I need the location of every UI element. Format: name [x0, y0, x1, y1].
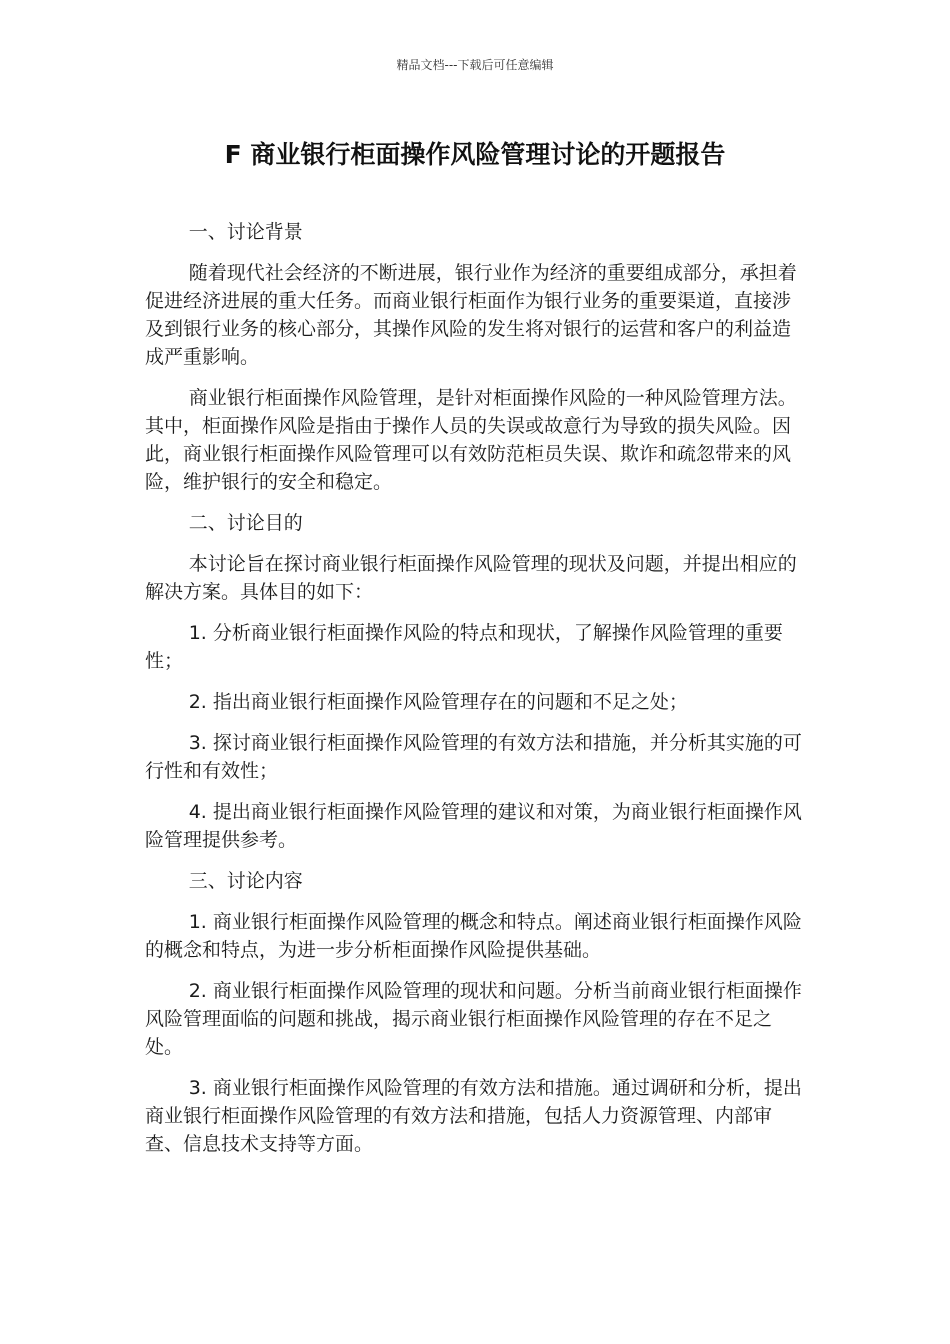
paragraph: 随着现代社会经济的不断进展，银行业作为经济的重要组成部分，承担着促进经济进展的重大任务。而商业银行柜面作为银行业务的重要渠道，直接涉及到银行业务的核心部分，其操作风险的发生将对银行的运营和客户的利益造成严重影响。 [145, 262, 797, 368]
list-item: 3. 探讨商业银行柜面操作风险管理的有效方法和措施，并分析其实施的可行性和有效性； [145, 732, 802, 782]
list-item: 1. 分析商业银行柜面操作风险的特点和现状，了解操作风险管理的重要性； [145, 622, 783, 672]
list-item: 3. 商业银行柜面操作风险管理的有效方法和措施。通过调研和分析，提出商业银行柜面操作风险管理的有效方法和措施，包括人力资源管理、内部审查、信息技术支持等方面。 [145, 1077, 802, 1155]
header-note: 精品文档---下载后可任意编辑 [396, 58, 554, 72]
paragraph: 商业银行柜面操作风险管理，是针对柜面操作风险的一种风险管理方法。其中，柜面操作风险是指由于操作人员的失误或故意行为导致的损失风险。因此，商业银行柜面操作风险管理可以有效防范柜员失误、欺诈和疏忽带来的风险，维护银行的安全和稳定。 [145, 387, 797, 493]
paragraph: 本讨论旨在探讨商业银行柜面操作风险管理的现状及问题，并提出相应的解决方案。具体目的如下： [145, 553, 797, 603]
document-title: F 商业银行柜面操作风险管理讨论的开题报告 [224, 140, 726, 169]
section-heading-content: 三、讨论内容 [188, 870, 303, 892]
list-item: 4. 提出商业银行柜面操作风险管理的建议和对策，为商业银行柜面操作风险管理提供参考。 [145, 801, 802, 851]
section-heading-purpose: 二、讨论目的 [188, 512, 303, 534]
list-item: 2. 指出商业银行柜面操作风险管理存在的问题和不足之处； [188, 691, 688, 713]
list-item: 2. 商业银行柜面操作风险管理的现状和问题。分析当前商业银行柜面操作风险管理面临的问题和挑战，揭示商业银行柜面操作风险管理的存在不足之处。 [145, 980, 802, 1058]
list-item: 1. 商业银行柜面操作风险管理的概念和特点。阐述商业银行柜面操作风险的概念和特点，为进一步分析柜面操作风险提供基础。 [145, 911, 802, 961]
section-heading-background: 一、讨论背景 [188, 221, 303, 243]
document-body [145, 218, 807, 1171]
